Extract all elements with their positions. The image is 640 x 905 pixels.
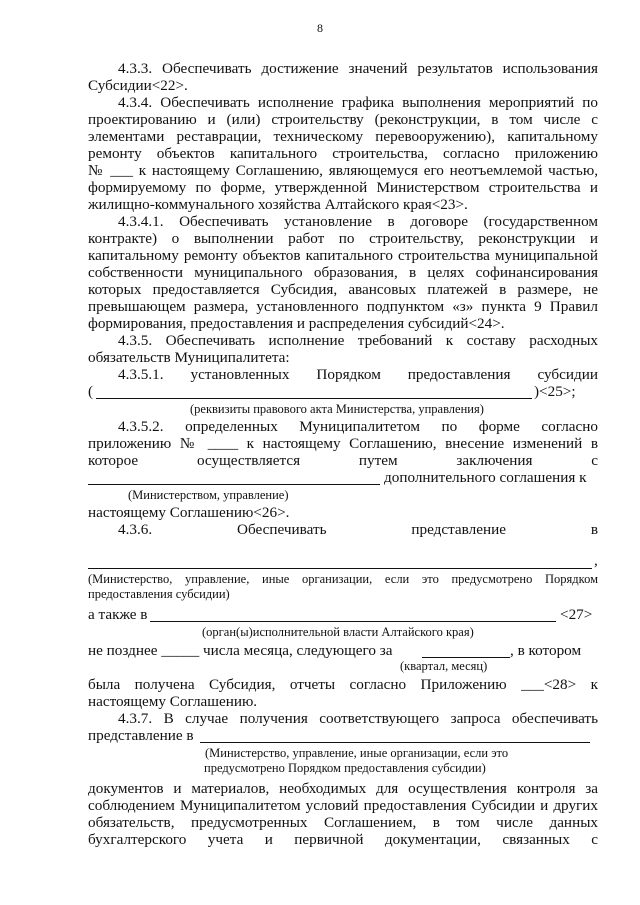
- text-line: собственности муниципального образования, в целях софинансирования: [88, 264, 598, 281]
- text-fragment: ,: [594, 552, 598, 569]
- blank-line: [422, 657, 510, 658]
- text-fragment: (: [88, 383, 94, 400]
- text-line: проектированию и (или) строительству (реконструкции, в том числе с: [88, 111, 598, 128]
- text-fragment: а также в: [88, 606, 148, 623]
- caption: (орган(ы)исполнительной власти Алтайского края): [202, 625, 474, 639]
- text-line: которое осуществляется путем заключения с: [88, 452, 598, 469]
- caption: предусмотрено Порядком предоставления субсидии): [204, 761, 486, 775]
- text-line: обязательств, предусмотренных Соглашением, в том числе данных: [88, 814, 598, 831]
- text-line: Субсидии<22>.: [88, 77, 188, 94]
- text-line: соблюдением Муниципалитетом условий предоставления Субсидии и других: [88, 797, 598, 814]
- blank-line: [96, 398, 532, 399]
- blank-line: [200, 742, 590, 743]
- text-line: 4.3.4.1. Обеспечивать установление в договоре (государственном: [118, 213, 598, 230]
- text-line: была получена Субсидия, отчеты согласно Приложению ___<28> к: [88, 676, 598, 693]
- text-line: формирования, предоставления и распределения субсидий<24>.: [88, 315, 505, 332]
- text-fragment: дополнительного соглашения к: [384, 469, 587, 486]
- text-fragment: <27>: [560, 606, 593, 623]
- text-line: бухгалтерского учета и первичной документации, связанных с: [88, 831, 598, 848]
- text-line: документов и материалов, необходимых для осуществления контроля за: [88, 780, 598, 797]
- text-line: которых предоставляется Субсидия, авансовых платежей в размере, не: [88, 281, 598, 298]
- blank-line: [88, 484, 380, 485]
- caption: (реквизиты правового акта Министерства, управления): [190, 402, 484, 416]
- caption: (Министерством, управление): [128, 488, 289, 502]
- text-line: настоящему Соглашению<26>.: [88, 504, 290, 521]
- text-fragment: представление в: [88, 727, 194, 744]
- caption: (Министерство, управление, иные организации, если это предусмотрено Порядком: [88, 572, 598, 586]
- text-line: превышающем размера, установленного подпунктом «з» пункта 9 Правил: [88, 298, 598, 315]
- text-line: формируемому по форме, утвержденной Министерством строительства и: [88, 179, 598, 196]
- caption: предоставления субсидии): [88, 587, 230, 601]
- blank-line: [150, 621, 556, 622]
- text-line: 4.3.4. Обеспечивать исполнение графика выполнения мероприятий по: [118, 94, 598, 111]
- text-line: элементами реставрации, техническому перевооружению), капитальному: [88, 128, 598, 145]
- blank-line: [88, 568, 592, 569]
- text-line: ремонту объектов капитального строительства, согласно приложению: [88, 145, 598, 162]
- caption: (Министерство, управление, иные организации, если это: [205, 746, 509, 760]
- text-line: 4.3.6. Обеспечивать представление в: [118, 521, 598, 538]
- text-line: жилищно-коммунального хозяйства Алтайского края<23>.: [88, 196, 468, 213]
- caption: (квартал, месяц): [400, 659, 488, 673]
- text-line: 4.3.3. Обеспечивать достижение значений результатов использования: [118, 60, 598, 77]
- text-line: приложению № ____ к настоящему Соглашению, внесение изменений в: [88, 435, 598, 452]
- text-line: № ___ к настоящему Соглашению, являющемуся его неотъемлемой частью,: [88, 162, 598, 179]
- text-fragment: )<25>;: [534, 383, 576, 400]
- text-line: 4.3.5.2. определенных Муниципалитетом по форме согласно: [118, 418, 598, 435]
- text-fragment: , в котором: [510, 642, 582, 659]
- page-number: 8: [317, 21, 323, 35]
- text-line: контракте) о выполнении работ по строительству, реконструкции и: [88, 230, 598, 247]
- text-line: 4.3.5. Обеспечивать исполнение требований к составу расходных: [118, 332, 598, 349]
- text-line: настоящему Соглашению.: [88, 693, 258, 710]
- text-fragment: не позднее _____ числа месяца, следующего за: [88, 642, 393, 659]
- text-line: 4.3.7. В случае получения соответствующего запроса обеспечивать: [118, 710, 598, 727]
- text-line: капитальному ремонту объектов капитального строительства муниципальной: [88, 247, 598, 264]
- text-line: обязательств Муниципалитета:: [88, 349, 290, 366]
- text-line: 4.3.5.1. установленных Порядком предоставления субсидии: [118, 366, 598, 383]
